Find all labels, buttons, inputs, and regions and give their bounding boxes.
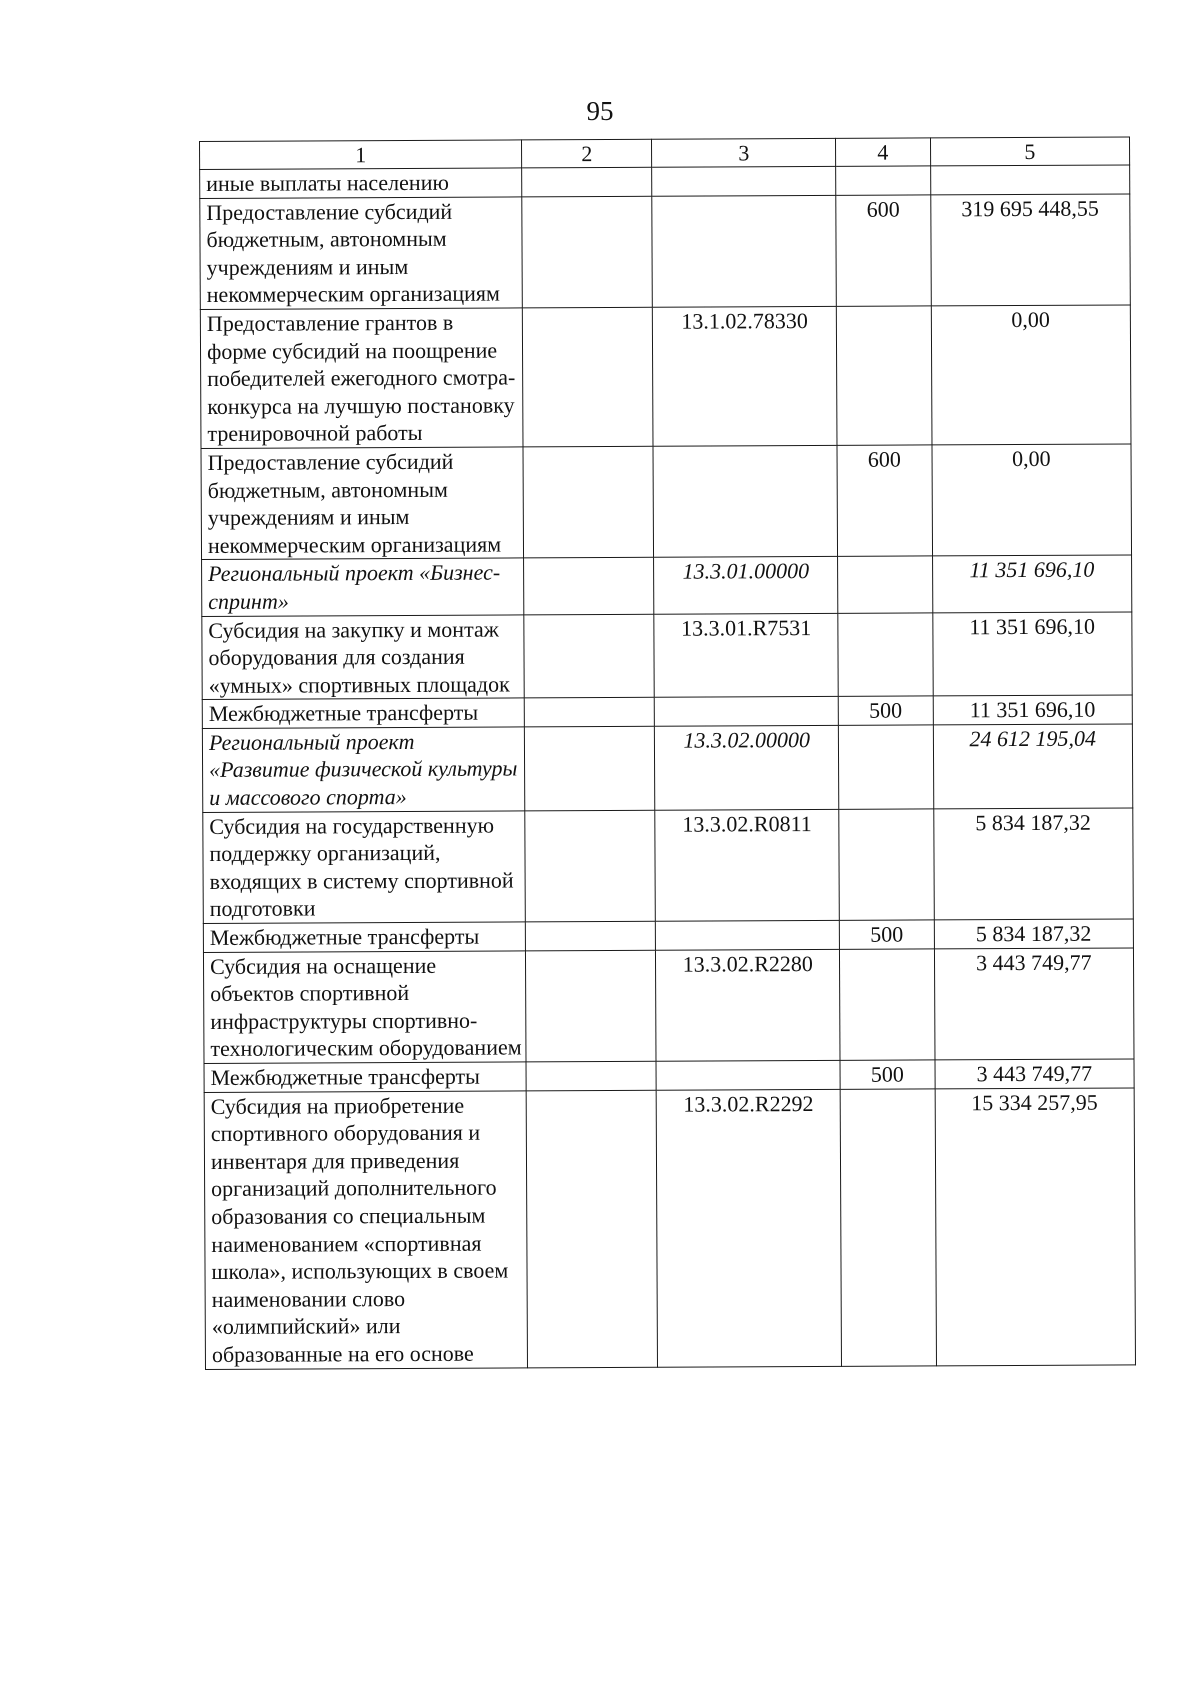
cell-col-2 [523,446,654,558]
header-row [200,137,1130,170]
cell-name: Региональный проект «Бизнес-спринт» [202,558,525,616]
cell-col-2 [523,307,654,447]
cell-amount: 3 443 749,77 [935,1059,1135,1089]
cell-expense-type [840,1089,936,1366]
cell-expense-type [836,166,931,195]
table-body [200,165,1136,1369]
table-row [200,305,1131,449]
cell-expense-type: 600 [836,195,931,307]
cell-col-2 [522,167,652,196]
header-col-4: 4 [836,138,931,166]
table-row [204,1088,1135,1369]
cell-amount: 11 351 696,10 [932,611,1132,696]
cell-amount: 11 351 696,10 [933,695,1133,725]
cell-col-2 [524,558,654,615]
cell-code: 13.3.02.R2292 [657,1089,842,1367]
cell-amount: 5 834 187,32 [934,919,1134,949]
cell-name: Субсидия на закупку и монтаж оборудования для создания «умных» спортивных площадок [202,614,525,699]
cell-name: Предоставление субсидий бюджетным, автономным учреждениям и иным некоммерческим организациям [201,447,524,560]
budget-table [199,136,1136,1369]
table-row [201,444,1132,560]
cell-code [655,697,839,726]
cell-expense-type [838,725,933,809]
cell-expense-type [838,556,933,613]
cell-amount: 5 834 187,32 [933,808,1133,920]
table-row [202,611,1132,699]
table-row [202,555,1132,616]
cell-expense-type [840,949,935,1061]
table-row [203,948,1134,1064]
cell-name: Предоставление грантов в форме субсидий на поощрение победителей ежегодного смотра-конкурса на лучшую постановку тренировочной работы [200,308,523,449]
header-col-3: 3 [652,138,836,167]
cell-amount: 24 612 195,04 [933,724,1133,809]
cell-col-2 [525,726,656,810]
cell-col-2 [526,1061,656,1090]
cell-col-2 [522,196,653,308]
cell-code [652,166,836,195]
cell-amount: 11 351 696,10 [932,555,1132,612]
cell-name: Межбюджетные трансферты [203,922,525,952]
table-row [204,1059,1134,1092]
cell-col-2 [526,1090,658,1368]
cell-code: 13.3.02.R0811 [655,809,839,921]
table-row [203,808,1134,924]
cell-amount: 0,00 [931,305,1131,445]
cell-expense-type [838,612,933,696]
cell-amount: 15 334 257,95 [935,1088,1136,1366]
cell-name: иные выплаты населению [200,168,522,198]
cell-name: Предоставление субсидий бюджетным, автономным учреждениям и иным некоммерческим организациям [200,197,523,310]
cell-amount: 0,00 [932,444,1132,556]
cell-name: Субсидия на приобретение спортивного оборудования и инвентаря для приведения организаций дополнительного образования со специальным наименованием «спортивная школа», использующих в своем наименовании слово «олимпийский» или образованные на его основе [204,1091,528,1370]
cell-expense-type: 500 [840,1060,935,1089]
cell-amount: 3 443 749,77 [934,948,1134,1060]
table-row [200,194,1131,310]
cell-code [656,920,840,949]
header-col-2: 2 [522,139,652,168]
table-row [203,919,1133,952]
cell-col-2 [526,950,657,1062]
cell-col-2 [524,698,654,727]
cell-expense-type: 500 [838,696,933,725]
cell-expense-type: 600 [837,445,932,557]
page-number: 95 [586,96,614,126]
cell-col-2 [524,614,655,698]
cell-code: 13.3.02.00000 [655,725,839,810]
cell-col-2 [526,921,656,950]
cell-amount: 319 695 448,55 [930,194,1130,306]
cell-col-2 [525,810,656,922]
cell-code: 13.1.02.78330 [653,306,837,446]
cell-code [652,195,836,307]
header-col-1: 1 [200,140,522,170]
table-header [200,137,1130,170]
cell-code: 13.3.01.00000 [654,557,838,614]
cell-code: 13.3.01.R7531 [654,613,838,698]
table-row [202,724,1132,812]
cell-code: 13.3.02.R2280 [656,949,840,1061]
cell-expense-type [836,306,931,445]
table-row [202,695,1132,728]
cell-name: Субсидия на государственную поддержку организаций, входящих в систему спортивной подготовки [203,811,526,924]
cell-expense-type [839,809,934,921]
cell-name: Межбюджетные трансферты [202,698,524,728]
header-col-5: 5 [930,137,1130,166]
table-row [200,165,1130,198]
cell-code [656,1060,840,1089]
cell-expense-type: 500 [839,920,934,949]
cell-name: Региональный проект «Развитие физической культуры и массового спорта» [202,727,525,812]
cell-amount [930,165,1130,195]
cell-code [653,445,837,557]
cell-name: Межбюджетные трансферты [204,1062,526,1092]
cell-name: Субсидия на оснащение объектов спортивной инфраструктуры спортивно-технологическим оборудованием [203,951,526,1064]
